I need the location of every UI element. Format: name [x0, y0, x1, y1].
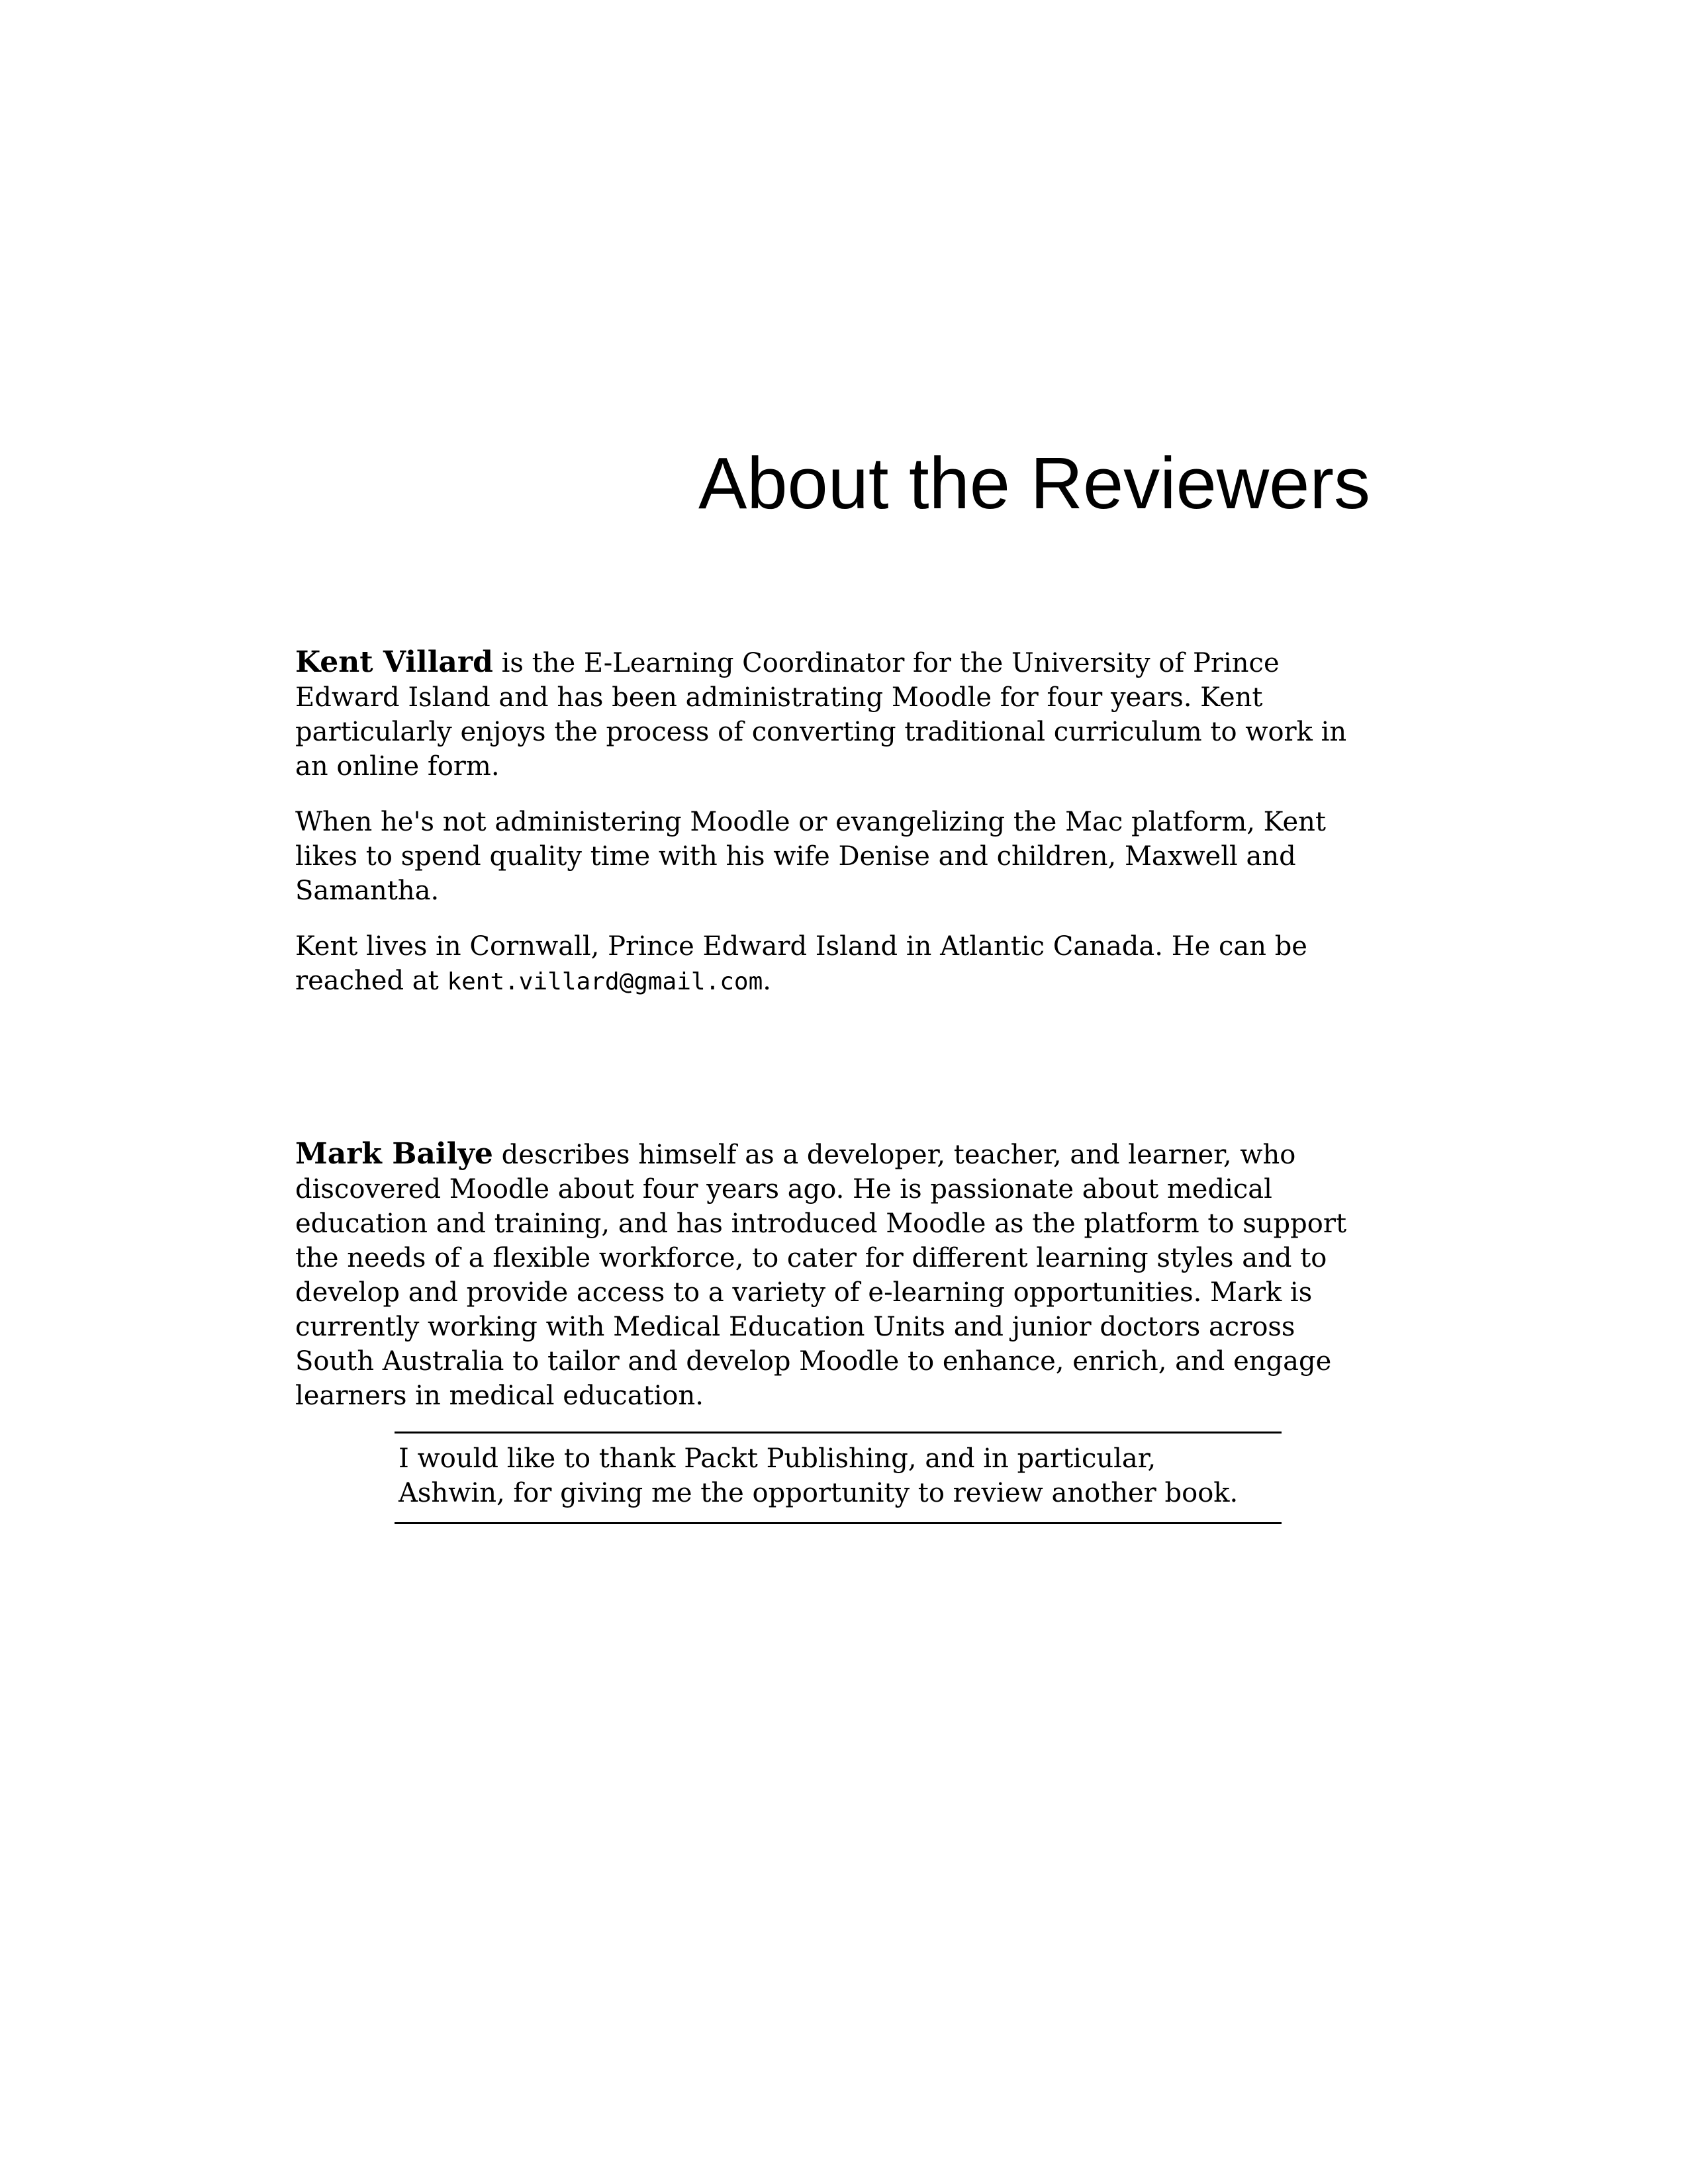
acknowledgement-box — [395, 1432, 1282, 1524]
contact-text: Kent lives in Cornwall, Prince Edward Island in Atlantic Canada. He can be reached at — [295, 931, 1307, 996]
reviewer-intro-paragraph — [295, 1137, 1381, 1413]
reviewer-name: Mark Bailye — [295, 1137, 493, 1171]
reviewer-intro-paragraph — [295, 645, 1381, 784]
contact-suffix: . — [763, 966, 771, 996]
reviewer-bio-text: is the E-Learning Coordinator for the University of Prince Edward Island and has been administrating Moodle for four years. Kent particularly enjoys the process of converting traditional curriculum to work in an online form. — [295, 648, 1347, 782]
reviewer-name: Kent Villard — [295, 645, 493, 679]
reviewer-personal-paragraph: When he's not administering Moodle or evangelizing the Mac platform, Kent likes to spend quality time with his wife Denise and children, Maxwell and Samantha. — [295, 807, 1326, 906]
reviewer-bio-text: describes himself as a developer, teacher, and learner, who discovered Moodle about four years ago. He is passionate about medical education and training, and has introduced Moodle as the platform to support the needs of a flexible workforce, to cater for different learning styles and to develop and provide access to a variety of e-learning opportunities. Mark is currently working with Medical Education Units and junior doctors across South Australia to tailor and develop Moodle to enhance, enrich, and engage learners in medical education. — [295, 1140, 1347, 1411]
email-address: kent.villard@gmail.com — [447, 968, 763, 995]
reviewer-contact-paragraph — [295, 929, 1381, 999]
reviewer-mark-bailye — [295, 1137, 1381, 1434]
reviewer-kent-villard — [295, 645, 1381, 1021]
acknowledgement-text: I would like to thank Packt Publishing, and in particular, Ashwin, for giving me the opportunity to review another book. — [399, 1443, 1239, 1508]
page-title: About the Reviewers — [698, 443, 1370, 524]
